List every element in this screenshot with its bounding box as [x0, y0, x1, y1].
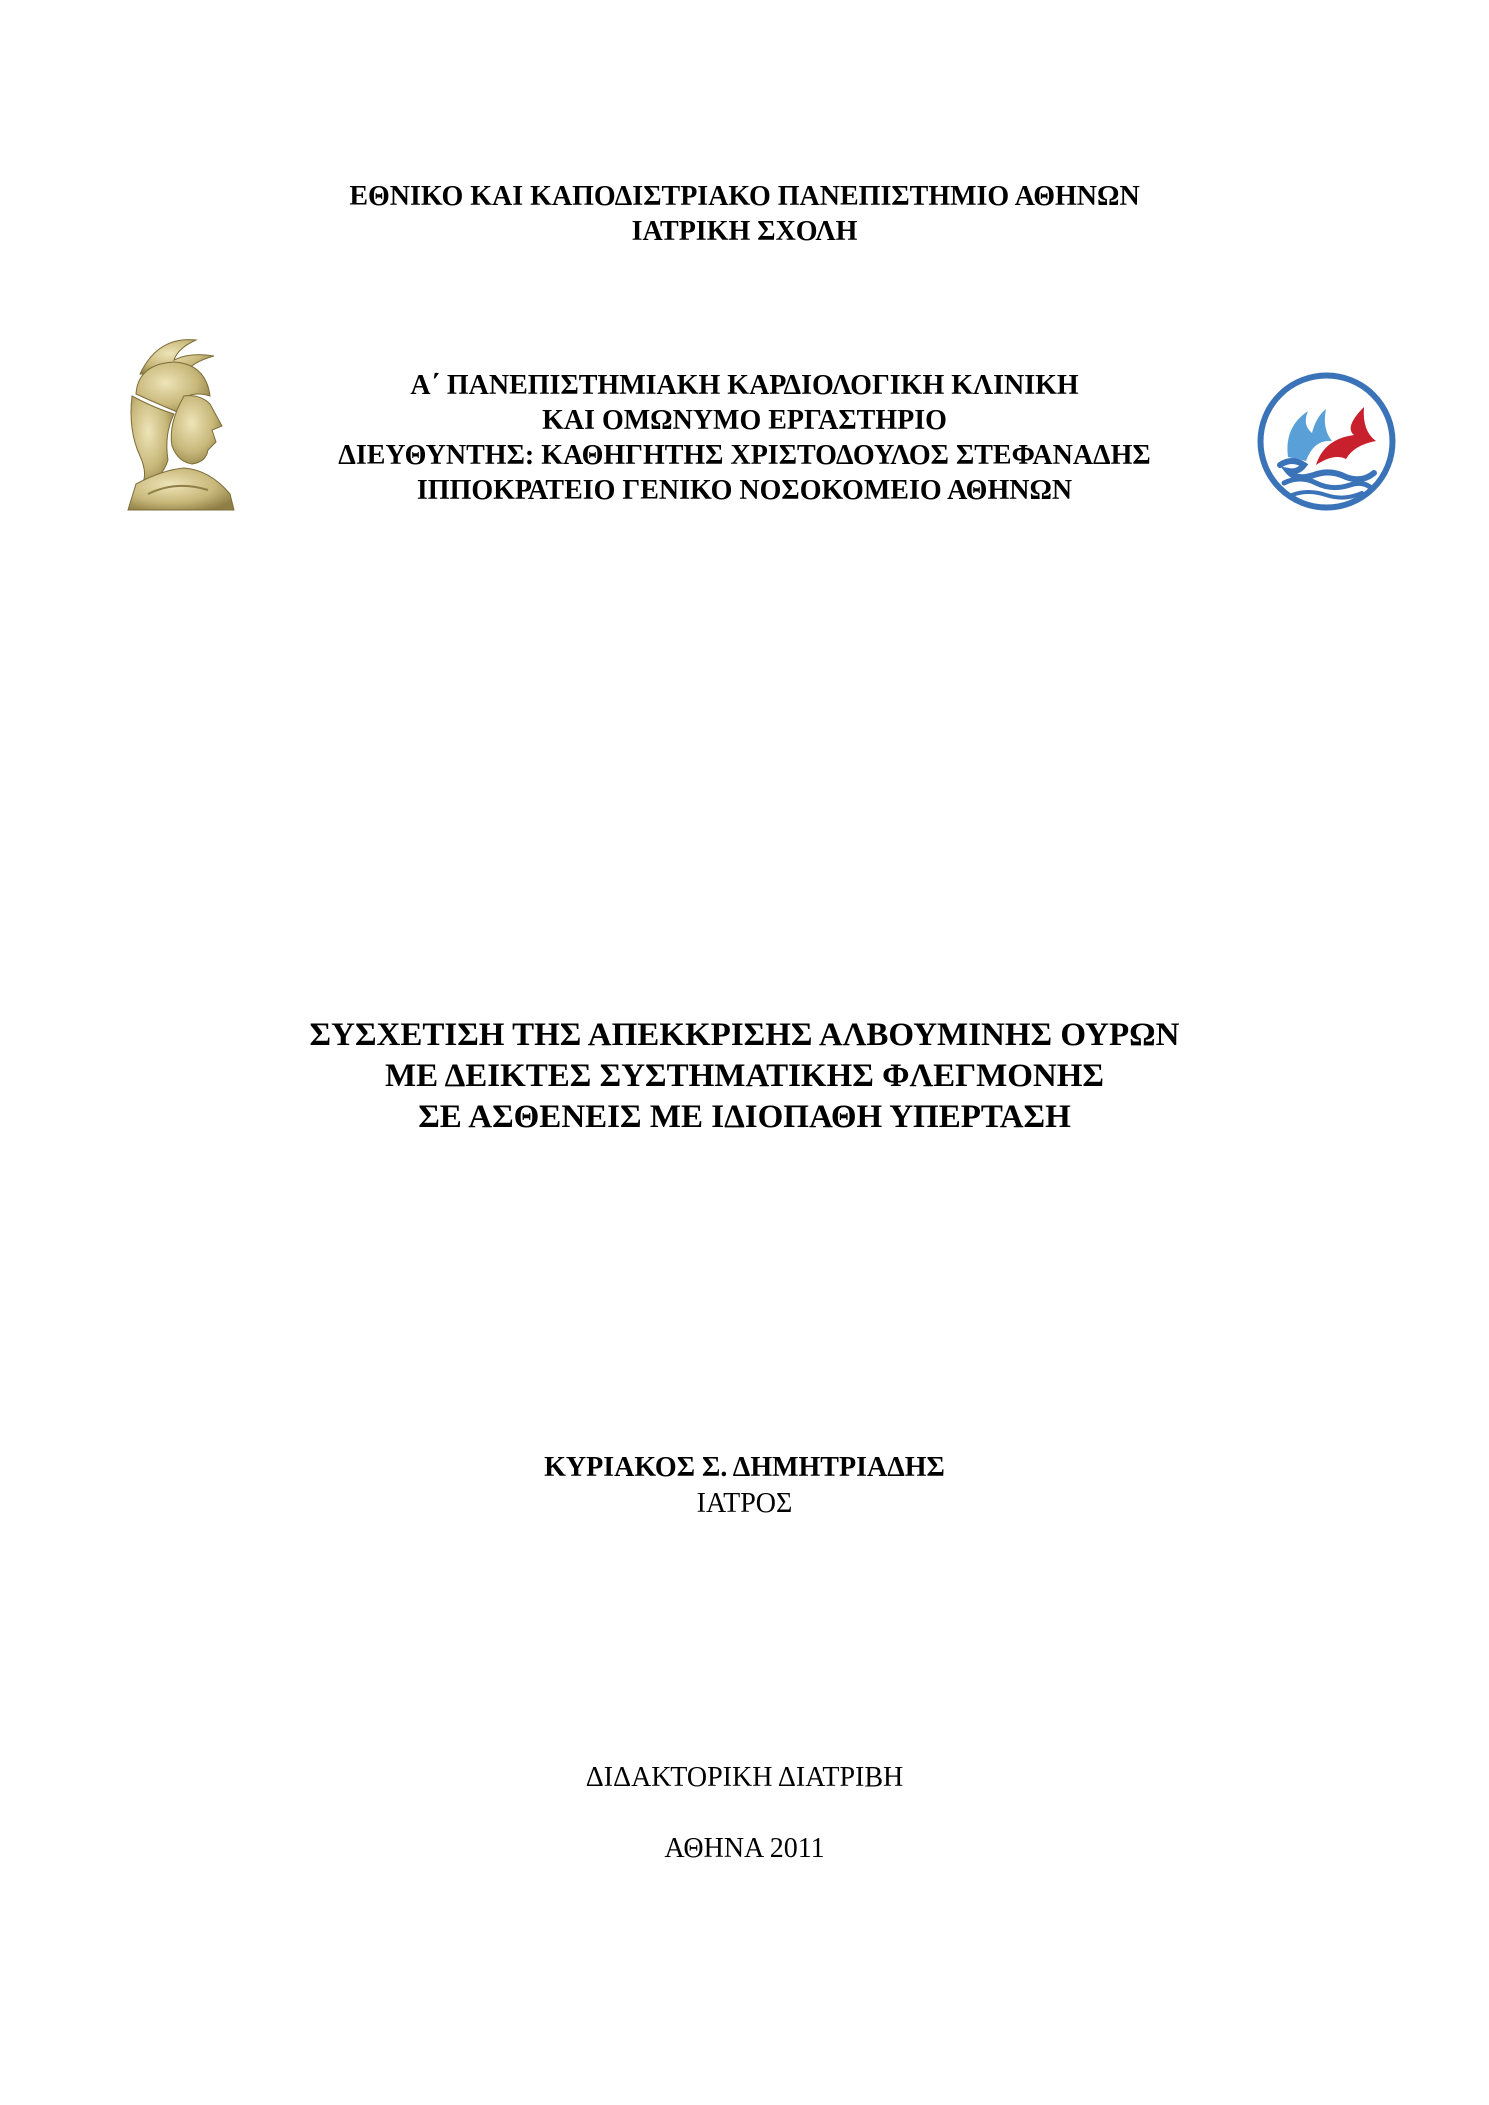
document-type: ΔΙΔΑΚΤΟΡΙΚΗ ΔΙΑΤΡΙΒΗ: [585, 1762, 904, 1793]
director-line: ΔΙΕΥΘΥΝΤΗΣ: ΚΑΘΗΓΗΤΗΣ ΧΡΙΣΤΟΔΟΥΛΟΣ ΣΤΕΦΑΝΑΔΗΣ: [338, 440, 1151, 471]
clinic-name: Α΄ ΠΑΝΕΠΙΣΤΗΜΙΑΚΗ ΚΑΡΔΙΟΛΟΓΙΚΗ ΚΛΙΝΙΚΗ: [410, 370, 1079, 401]
thesis-title-line-2: ΜΕ ΔΕΙΚΤΕΣ ΣΥΣΤΗΜΑΤΙΚΗΣ ΦΛΕΓΜΟΝΗΣ: [384, 1058, 1104, 1094]
thesis-title-line-1: ΣΥΣΧΕΤΙΣΗ ΤΗΣ ΑΠΕΚΚΡΙΣΗΣ ΑΛΒΟΥΜΙΝΗΣ ΟΥΡΩΝ: [309, 1017, 1180, 1053]
place-year: ΑΘΗΝΑ 2011: [664, 1833, 825, 1864]
author-name: ΚΥΡΙΑΚΟΣ Σ. ΔΗΜΗΤΡΙΑΔΗΣ: [544, 1452, 945, 1483]
school-name: ΙΑΤΡΙΚΗ ΣΧΟΛΗ: [631, 216, 858, 247]
author-profession: ΙΑΤΡΟΣ: [696, 1488, 793, 1519]
laboratory-name: ΚΑΙ ΟΜΩΝΥΜΟ ΕΡΓΑΣΤΗΡΙΟ: [542, 405, 947, 436]
hospital-name: ΙΠΠΟΚΡΑΤΕΙΟ ΓΕΝΙΚΟ ΝΟΣΟΚΟΜΕΙΟ ΑΘΗΝΩΝ: [416, 475, 1073, 506]
university-name: ΕΘΝΙΚΟ ΚΑΙ ΚΑΠΟΔΙΣΤΡΙΑΚΟ ΠΑΝΕΠΙΣΤΗΜΙΟ ΑΘΗΝΩΝ: [349, 181, 1140, 212]
thesis-title-line-3: ΣΕ ΑΣΘΕΝΕΙΣ ΜΕ ΙΔΙΟΠΑΘΗ ΥΠΕΡΤΑΣΗ: [418, 1099, 1071, 1135]
